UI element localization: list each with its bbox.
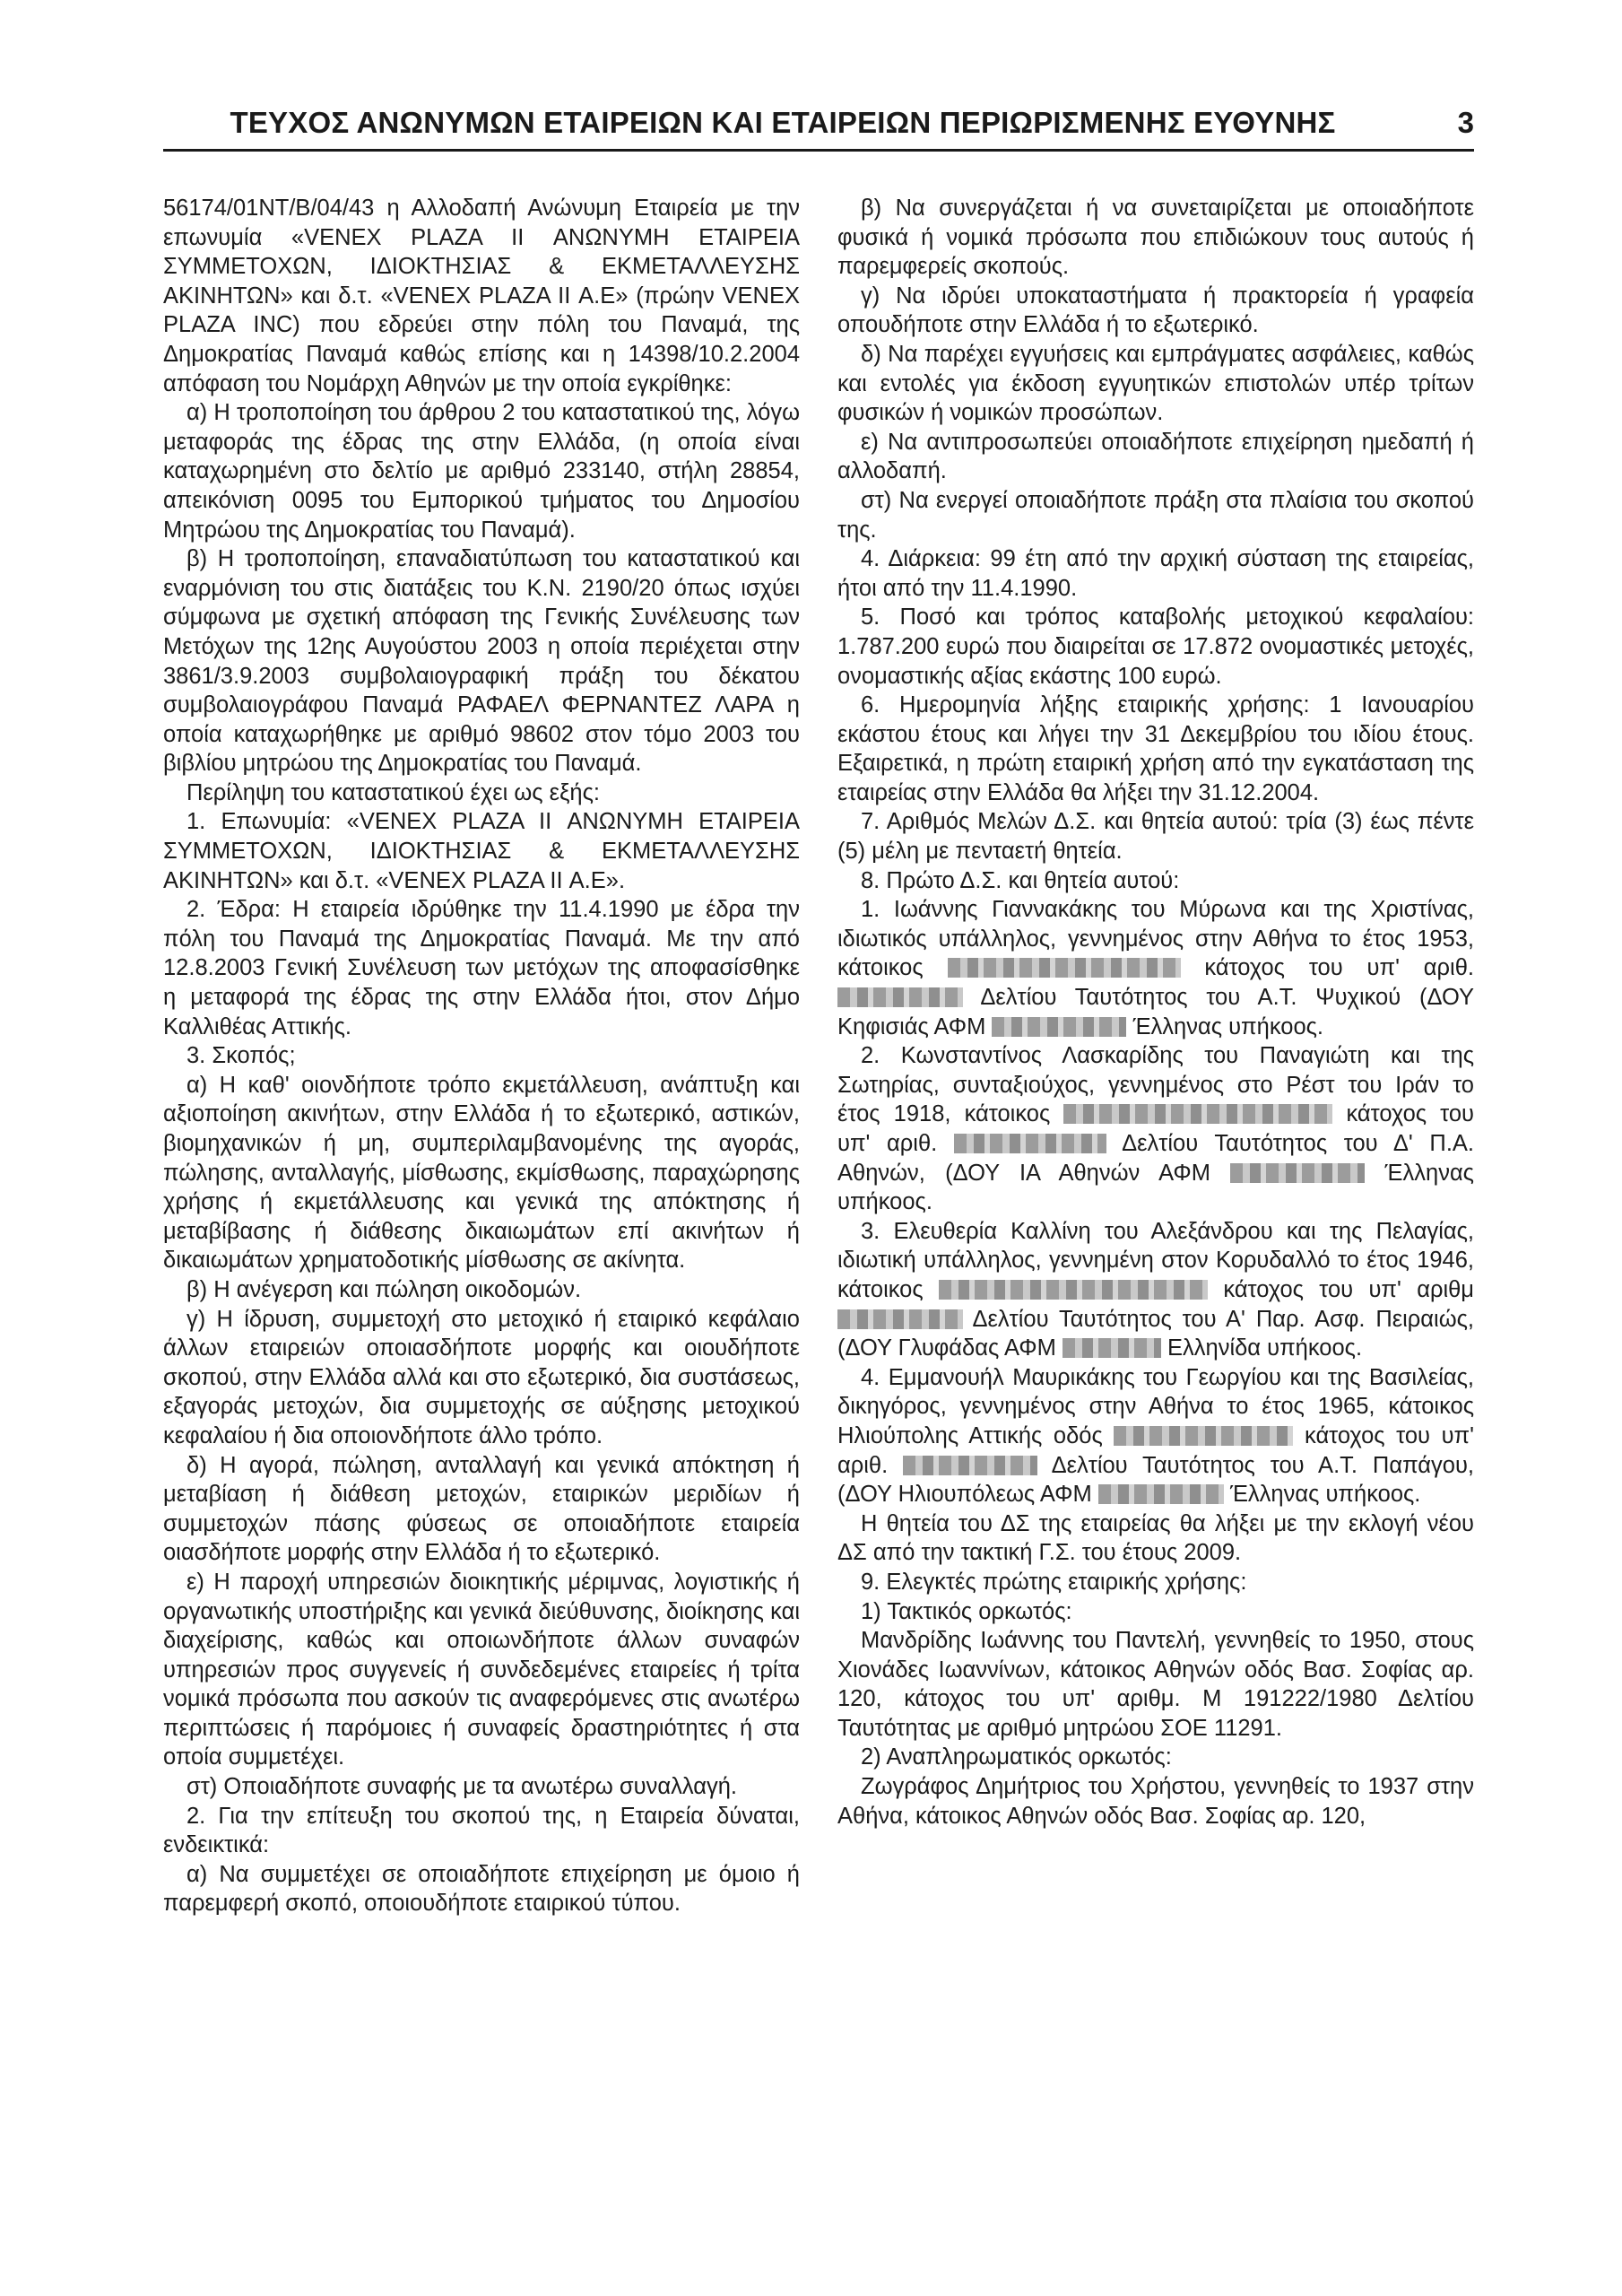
paragraph: Η θητεία του ΔΣ της εταιρείας θα λήξει με την εκλογή νέου ΔΣ από την τακτική Γ.Σ. του έτους 2009. <box>837 1510 1474 1566</box>
board-member-4 <box>837 1363 1474 1509</box>
paragraph: γ) Η ίδρυση, συμμετοχή στο μετοχικό ή εταιρικό κεφάλαιο άλλων εταιρειών οποιασδήποτε μορφής και οιουδήποτε σκοπού, στην Ελλάδα αλλά και στο εξωτερικό, δια συστάσεως, εξαγοράς μετοχών, δια συμμετοχής σε αύξησης μετοχικού κεφαλαίου ή δια οποιονδήποτε άλλο τρόπο. <box>163 1306 800 1448</box>
paragraph: 9. Ελεγκτές πρώτης εταιρικής χρήσης: <box>861 1569 1247 1595</box>
redaction-block <box>837 987 963 1007</box>
member-text: κάτοχος του υπ' αριθ. <box>1204 955 1474 981</box>
header-rule <box>163 149 1474 152</box>
member-text: 3. Ελευθερία Καλλίνη του Αλεξάνδρου και της Πελαγίας, ιδιωτική υπάλληλος, γεννημένη στον Κορυδαλλό το έτος 1946, κάτοικος <box>837 1218 1474 1302</box>
member-text: κάτοχος του υπ' αριθ. <box>837 1422 1474 1478</box>
paragraph: Ζωγράφος Δημήτριος του Χρήστου, γεννηθείς το 1937 στην Αθήνα, κάτοικος Αθηνών οδός Βασ. Σοφίας αρ. 120, <box>837 1774 1474 1829</box>
redaction-block <box>1098 1484 1224 1504</box>
paragraph: β) Να συνεργάζεται ή να συνεταιρίζεται με οποιαδήποτε φυσικά ή νομικά πρόσωπα που επιδιώκουν τους αυτούς ή παρεμφερείς σκοπούς. <box>837 196 1474 280</box>
paragraph: 2) Αναπληρωματικός ορκωτός: <box>861 1744 1172 1770</box>
paragraph: Μανδρίδης Ιωάννης του Παντελή, γεννηθείς το 1950, στους Χιονάδες Ιωαννίνων, κάτοικος Αθηνών οδός Βασ. Σοφίας αρ. 120, κάτοχος του υπ' αριθμ. Μ 191222/1980 Δελτίου Ταυτότητας με αριθμό μητρώου ΣΟΕ 11291. <box>837 1628 1474 1741</box>
member-text: 2. Κωνσταντίνος Λασκαρίδης του Παναγιώτη και της Σωτηρίας, συνταξιούχος, γεννημένος στο Ρέστ του Ιράν το έτος 1918, κάτοικος <box>837 1043 1474 1127</box>
member-text: Ελληνίδα υπήκοος. <box>1167 1335 1363 1361</box>
redaction-block <box>992 1017 1126 1037</box>
paragraph: 7. Αριθμός Μελών Δ.Σ. και θητεία αυτού: τρία (3) έως πέντε (5) μέλη με πενταετή θητεία. <box>837 809 1474 865</box>
paragraph: β) Η τροποποίηση, επαναδιατύπωση του καταστατικού και εναρμόνιση του στις διατάξεις του Κ.Ν. 2190/20 όπως ισχύει σύμφωνα με σχετική απόφαση της Γενικής Συνέλευσης των Μετόχων της 12ης Αυγούστου 2003 η οποία περιέχεται στην 3861/3.9.2003 συμβολαιογραφική πράξη του δέκατου συμβολαιογράφου Παναμά ΡΑΦΑΕΛ ΦΕΡΝΑΝΤΕΖ ΛΑΡΑ η οποία καταχωρήθηκε με αριθμό 98602 στον τόμο 2003 του βιβλίου μητρώου της Δημοκρατίας του Παναμά. <box>163 546 800 777</box>
redaction-block <box>1063 1104 1332 1124</box>
member-text: κάτοχος του υπ' αριθμ <box>1223 1276 1475 1302</box>
redaction-block <box>939 1280 1208 1300</box>
paragraph: Περίληψη του καταστατικού έχει ως εξής: <box>186 779 600 805</box>
paragraph: α) Να συμμετέχει σε οποιαδήποτε επιχείρηση με όμοιο ή παρεμφερή σκοπό, οποιουδήποτε εταιρικού τύπου. <box>163 1861 800 1917</box>
page-number: 3 <box>1457 106 1474 139</box>
paragraph: 8. Πρώτο Δ.Σ. και θητεία αυτού: <box>861 867 1180 893</box>
board-member-2 <box>837 1041 1474 1217</box>
paragraph: 6. Ημερομηνία λήξης εταιρικής χρήσης: 1 Ιανουαρίου εκάστου έτους και λήγει την 31 Δεκεμβρίου του ιδίου έτους. Εξαιρετικά, η πρώτη εταιρική χρήση από την εγκατάσταση της εταιρείας στην Ελλάδα θα λήξει την 31.12.2004. <box>837 692 1474 805</box>
redaction-block <box>1063 1338 1161 1358</box>
paragraph: 56174/01ΝΤ/Β/04/43 η Αλλοδαπή Ανώνυμη Εταιρεία με την επωνυμία «VENEX PLAZA II ΑΝΩΝΥΜΗ ΕΤΑΙΡΕΙΑ ΣΥΜΜΕΤΟΧΩΝ, ΙΔΙΟΚΤΗΣΙΑΣ & ΕΚΜΕΤΑΛΛΕΥΣΗΣ ΑΚΙΝΗΤΩΝ» και δ.τ. «VENEX PLAZA II Α.Ε» (πρώην VENEX PLAZA INC) που εδρεύει στην πόλη του Παναμά, της Δημοκρατίας Παναμά καθώς επίσης και η 14398/10.2.2004 απόφαση του Νομάρχη Αθηνών με την οποία εγκρίθηκε: <box>163 196 800 396</box>
paragraph: α) Η καθ' οιονδήποτε τρόπο εκμετάλλευση, ανάπτυξη και αξιοποίηση ακινήτων, στην Ελλάδα ή το εξωτερικό, αστικών, βιομηχανικών ή μη, συμπεριλαμβανομένης της αγοράς, πώλησης, ανταλλαγής, μίσθωσης, εκμίσθωσης, παραχώρησης χρήσης ή εκμετάλλευσης και γενικά της απόκτησης ή μεταβίβασης ή διάθεσης δικαιωμάτων επί ακινήτων ή δικαιωμάτων χρηματοδοτικής μίσθωσης σε ακίνητα. <box>163 1072 800 1274</box>
member-text: κάτοχος του υπ' αριθ. <box>837 1101 1474 1156</box>
member-text: Έλληνας υπήκοος. <box>1132 1013 1324 1039</box>
paragraph: δ) Να παρέχει εγγυήσεις και εμπράγματες ασφάλειες, καθώς και εντολές για έκδοση εγγυητικών επιστολών υπέρ τρίτων φυσικών ή νομικών προσώπων. <box>837 341 1474 426</box>
paragraph: 5. Ποσό και τρόπος καταβολής μετοχικού κεφαλαίου: 1.787.200 ευρώ που διαιρείται σε 17.872 ονομαστικές μετοχές, ονομαστικής αξίας εκάστης 100 ευρώ. <box>837 604 1474 689</box>
paragraph: στ) Να ενεργεί οποιαδήποτε πράξη στα πλαίσια του σκοπού της. <box>837 487 1474 543</box>
board-member-3 <box>837 1217 1474 1363</box>
member-text: 1. Ιωάννης Γιαννακάκης του Μύρωνα και της Χριστίνας, ιδιωτικός υπάλληλος, γεννημένος στην Αθήνα το έτος 1953, κάτοικος <box>837 897 1474 981</box>
redaction-block <box>948 958 1181 978</box>
paragraph: α) Η τροποποίηση του άρθρου 2 του καταστατικού της, λόγω μεταφοράς της έδρας της στην Ελλάδα, (η οποία είναι καταχωρημένη στο δελτίο με αριθμό 233140, στήλη 28854, απεικόνιση 0095 του Εμπορικού τμήματος του Δημοσίου Μητρώου της Δημοκρατίας του Παναμά). <box>163 400 800 543</box>
paragraph: γ) Να ιδρύει υποκαταστήματα ή πρακτορεία ή γραφεία οπουδήποτε στην Ελλάδα ή το εξωτερικό. <box>837 283 1474 338</box>
redaction-block <box>1230 1163 1365 1183</box>
paragraph: 4. Διάρκεια: 99 έτη από την αρχική σύσταση της εταιρείας, ήτοι από την 11.4.1990. <box>837 546 1474 601</box>
member-text: Έλληνας υπήκοος. <box>1229 1482 1421 1508</box>
member-text: Δελτίου Ταυτότητος του Α.Τ. Παπάγου, (ΔΟΥ Ηλιουπόλεως ΑΦΜ <box>837 1452 1475 1508</box>
redaction-block <box>1114 1426 1293 1446</box>
paragraph: 1) Τακτικός ορκωτός: <box>861 1598 1072 1624</box>
member-text: Δελτίου Ταυτότητος του Α.Τ. Ψυχικού (ΔΟΥ Κηφισιάς ΑΦΜ <box>837 985 1474 1039</box>
paragraph: 2. Για την επίτευξη του σκοπού της, η Εταιρεία δύναται, ενδεικτικά: <box>163 1803 800 1858</box>
board-member-1 <box>837 895 1474 1041</box>
member-text: Έλληνας υπήκοος. <box>837 1160 1474 1215</box>
paragraph: 2. Έδρα: Η εταιρεία ιδρύθηκε την 11.4.1990 με έδρα την πόλη του Παναμά της Δημοκρατίας Παναμά. Με την από 12.8.2003 Γενική Συνέλευση των μετόχων της αποφασίσθηκε η μεταφορά της έδρας της στην Ελλάδα ήτοι, στον Δήμο Καλλιθέας Αττικής. <box>163 897 800 1039</box>
redaction-block <box>837 1309 963 1329</box>
paragraph: στ) Οποιαδήποτε συναφής με τα ανωτέρω συναλλαγή. <box>186 1774 737 1800</box>
page-title: ΤΕΥΧΟΣ ΑΝΩΝΥΜΩΝ ΕΤΑΙΡΕΙΩΝ ΚΑΙ ΕΤΑΙΡΕΙΩΝ ΠΕΡΙΩΡΙΣΜΕΝΗΣ ΕΥΘΥΝΗΣ <box>230 106 1336 139</box>
paragraph: ε) Η παροχή υπηρεσιών διοικητικής μέριμνας, λογιστικής ή οργανωτικής υποστήριξης και γενικά διεύθυνσης, διοίκησης και διαχείρισης, καθώς και οποιωνδήποτε άλλων συναφών υπηρεσιών προς συγγενείς ή συνδεδεμένες εταιρείες ή τρίτα νομικά πρόσωπα που ασκούν τις αναφερόμενες στις ανωτέρω περιπτώσεις ή παρόμοιες ή συναφείς δραστηριότητες ή στα οποία συμμετέχει. <box>163 1569 800 1770</box>
paragraph: β) Η ανέγερση και πώληση οικοδομών. <box>186 1276 582 1302</box>
redaction-block <box>954 1134 1106 1153</box>
redaction-block <box>903 1456 1037 1475</box>
member-text: 4. Εμμανουήλ Μαυρικάκης του Γεωργίου και της Βασιλείας, δικηγόρος, γεννημένος στην Αθήνα το έτος 1965, κάτοικος Ηλιούπολης Αττικής οδός <box>837 1364 1474 1448</box>
page-header <box>163 106 1474 149</box>
paragraph: 3. Σκοπός; <box>186 1043 296 1069</box>
paragraph: ε) Να αντιπροσωπεύει οποιαδήποτε επιχείρηση ημεδαπή ή αλλοδαπή. <box>837 429 1474 484</box>
member-text: Δελτίου Ταυτότητος του Δ' Π.Α. Αθηνών, (ΔΟΥ ΙΑ Αθηνών ΑΦΜ <box>837 1131 1474 1186</box>
paragraph: 1. Επωνυμία: «VENEX PLAZA II ΑΝΩΝΥΜΗ ΕΤΑΙΡΕΙΑ ΣΥΜΜΕΤΟΧΩΝ, ΙΔΙΟΚΤΗΣΙΑΣ & ΕΚΜΕΤΑΛΛΕΥΣΗΣ ΑΚΙΝΗΤΩΝ» και δ.τ. «VENEX PLAZA II Α.Ε». <box>163 809 800 893</box>
left-column <box>163 194 800 1918</box>
member-text: Δελτίου Ταυτότητος του Α' Παρ. Ασφ. Πειραιώς, (ΔΟΥ Γλυφάδας ΑΦΜ <box>837 1306 1474 1361</box>
paragraph: δ) Η αγορά, πώληση, ανταλλαγή και γενικά απόκτηση ή μεταβίαση ή διάθεση μετοχών, εταιρικών μεριδίων ή συμμετοχών πάσης φύσεως σε οποιαδήποτε εταιρεία οιασδήποτε μορφής στην Ελλάδα ή το εξωτερικό. <box>163 1452 800 1566</box>
right-column <box>837 194 1474 1831</box>
